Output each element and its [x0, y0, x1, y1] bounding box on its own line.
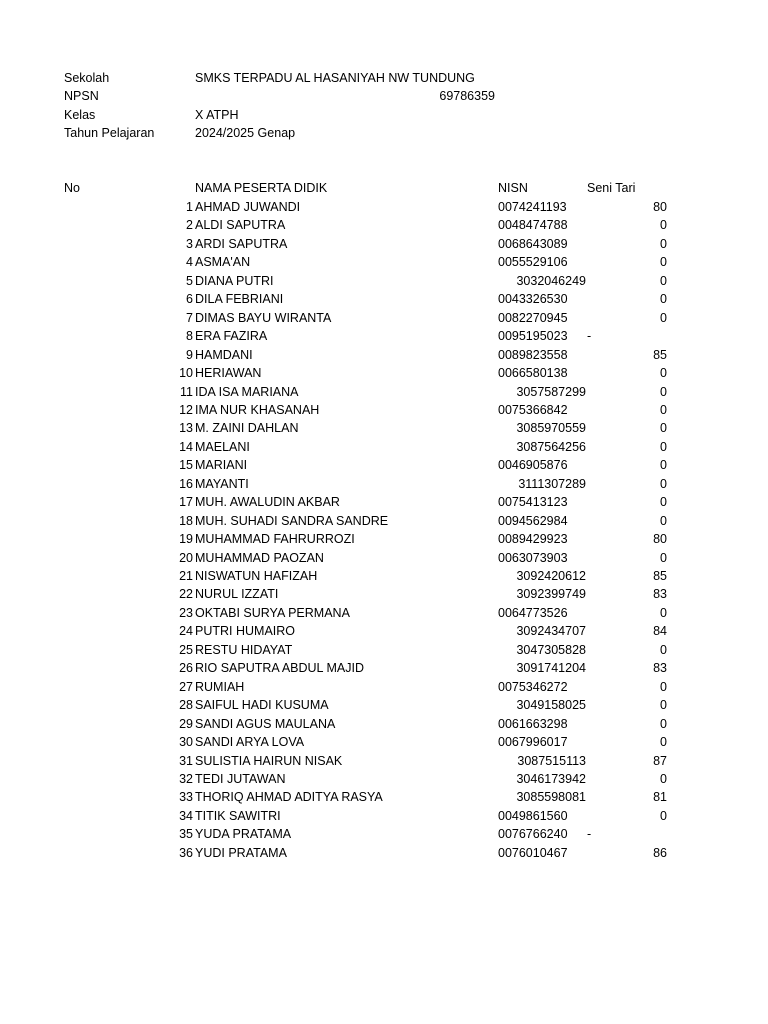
- table-row: [0, 456, 768, 474]
- row-number: 20: [179, 550, 193, 565]
- student-name: ARDI SAPUTRA: [195, 236, 288, 251]
- seni-tari-score: 0: [660, 439, 667, 454]
- student-nisn: 0076766240: [498, 827, 568, 842]
- row-number: 23: [179, 605, 193, 620]
- student-nisn: 0066580138: [498, 366, 568, 381]
- student-name: SAIFUL HADI KUSUMA: [195, 698, 329, 713]
- seni-tari-score: -: [587, 827, 592, 842]
- table-row: [0, 493, 768, 511]
- column-header-name: NAMA PESERTA DIDIK: [195, 181, 328, 195]
- row-number: 34: [179, 808, 193, 823]
- seni-tari-score: 80: [653, 200, 667, 214]
- student-nisn: 0089823558: [498, 347, 568, 362]
- student-nisn: 0094562984: [498, 513, 568, 528]
- seni-tari-score: 0: [660, 642, 667, 657]
- table-row: [0, 752, 768, 770]
- column-header-seni-tari: Seni Tari: [587, 181, 636, 195]
- seni-tari-score: 0: [660, 421, 667, 436]
- table-row: [0, 696, 768, 714]
- table-row: [0, 807, 768, 825]
- row-number: 36: [179, 845, 193, 860]
- table-row: [0, 567, 768, 585]
- row-number: 19: [179, 532, 193, 547]
- student-name: MUHAMMAD FAHRURROZI: [195, 532, 355, 547]
- table-row: [0, 438, 768, 456]
- student-nisn: 0055529106: [498, 255, 568, 270]
- seni-tari-score: 0: [660, 808, 667, 823]
- student-nisn: 0063073903: [498, 550, 568, 565]
- row-number: 26: [179, 661, 193, 676]
- column-header-nisn: NISN: [498, 181, 528, 195]
- class-value: X ATPH: [195, 108, 239, 122]
- student-nisn: 3111307289: [518, 476, 586, 491]
- student-name: OKTABI SURYA PERMANA: [195, 605, 350, 620]
- student-nisn: 0074241193: [498, 200, 567, 214]
- student-name: MARIANI: [195, 458, 248, 473]
- row-number: 8: [186, 329, 193, 344]
- student-name: ASMA'AN: [195, 255, 251, 270]
- row-number: 30: [179, 735, 193, 750]
- seni-tari-score: 0: [660, 716, 667, 731]
- student-nisn: 0076010467: [498, 845, 568, 860]
- class-label: Kelas: [64, 108, 96, 122]
- seni-tari-score: 83: [653, 661, 667, 676]
- row-number: 7: [186, 310, 193, 325]
- seni-tari-score: 0: [660, 273, 667, 288]
- student-nisn: 3087515113: [517, 753, 586, 768]
- row-number: 13: [179, 421, 193, 436]
- row-number: 32: [179, 771, 193, 786]
- row-number: 21: [179, 569, 193, 583]
- table-row: [0, 844, 768, 862]
- table-row: [0, 659, 768, 677]
- row-number: 33: [179, 790, 193, 805]
- student-name: DILA FEBRIANI: [195, 292, 284, 307]
- table-row: [0, 290, 768, 308]
- seni-tari-score: 0: [660, 255, 667, 270]
- student-name: SULISTIA HAIRUN NISAK: [195, 753, 343, 768]
- student-nisn: 0095195023: [498, 329, 568, 344]
- row-number: 17: [179, 495, 193, 510]
- seni-tari-score: 0: [660, 735, 667, 750]
- table-row: [0, 309, 768, 327]
- row-number: 15: [179, 458, 193, 473]
- row-number: 1: [186, 200, 193, 214]
- table-row: [0, 678, 768, 696]
- student-name: MUH. AWALUDIN AKBAR: [195, 495, 340, 510]
- seni-tari-score: 0: [660, 550, 667, 565]
- student-nisn: 3085598081: [516, 790, 586, 805]
- school-value: SMKS TERPADU AL HASANIYAH NW TUNDUNG: [195, 71, 475, 85]
- row-number: 22: [179, 587, 193, 602]
- table-row: [0, 198, 768, 216]
- student-name: RIO SAPUTRA ABDUL MAJID: [195, 661, 365, 676]
- row-number: 35: [179, 827, 193, 842]
- row-number: 10: [179, 366, 193, 381]
- student-nisn: 0061663298: [498, 716, 568, 731]
- student-nisn: 3085970559: [516, 421, 586, 436]
- row-number: 6: [186, 292, 193, 307]
- npsn-label: NPSN: [64, 89, 99, 103]
- npsn-value: 69786359: [439, 89, 495, 103]
- student-name: TITIK SAWITRI: [195, 808, 281, 823]
- seni-tari-score: 0: [660, 495, 667, 510]
- row-number: 28: [179, 698, 193, 713]
- student-name: PUTRI HUMAIRO: [195, 624, 295, 639]
- table-row: [0, 364, 768, 382]
- row-number: 3: [186, 236, 193, 251]
- row-number: 9: [186, 347, 193, 362]
- row-number: 25: [179, 642, 193, 657]
- seni-tari-score: 0: [660, 402, 667, 417]
- seni-tari-score: 0: [660, 384, 667, 399]
- student-name: THORIQ AHMAD ADITYA RASYA: [195, 790, 383, 805]
- student-name: YUDA PRATAMA: [195, 827, 292, 842]
- seni-tari-score: 0: [660, 679, 667, 694]
- student-name: ERA FAZIRA: [195, 329, 268, 344]
- year-label: Tahun Pelajaran: [64, 126, 155, 140]
- student-nisn: 3049158025: [516, 698, 586, 713]
- student-name: MAELANI: [195, 439, 250, 454]
- student-nisn: 0043326530: [498, 292, 568, 307]
- student-name: MUHAMMAD PAOZAN: [195, 550, 324, 565]
- seni-tari-score: 84: [653, 624, 667, 639]
- student-nisn: 3032046249: [516, 273, 586, 288]
- student-name: TEDI JUTAWAN: [195, 771, 286, 786]
- seni-tari-score: 83: [653, 587, 667, 602]
- student-nisn: 0049861560: [498, 808, 568, 823]
- school-label: Sekolah: [64, 71, 110, 85]
- seni-tari-score: 0: [660, 310, 667, 325]
- student-nisn: 3046173942: [516, 771, 586, 786]
- student-name: IDA ISA MARIANA: [195, 384, 299, 399]
- student-nisn: 3091741204: [516, 661, 586, 676]
- student-nisn: 0075346272: [498, 679, 568, 694]
- row-number: 29: [179, 716, 193, 731]
- seni-tari-score: 0: [660, 218, 667, 233]
- student-name: NISWATUN HAFIZAH: [195, 569, 318, 583]
- row-number: 11: [180, 384, 193, 399]
- row-number: 4: [186, 255, 193, 270]
- table-row: [0, 475, 768, 493]
- student-nisn: 0067996017: [498, 735, 568, 750]
- seni-tari-score: 87: [653, 753, 667, 768]
- row-number: 24: [179, 624, 193, 639]
- table-row: [0, 770, 768, 788]
- student-name: SANDI AGUS MAULANA: [195, 716, 336, 731]
- student-name: AHMAD JUWANDI: [195, 200, 301, 214]
- table-row: [0, 715, 768, 733]
- student-name: HERIAWAN: [195, 366, 262, 381]
- student-nisn: 0075413123: [498, 495, 568, 510]
- student-name: NURUL IZZATI: [195, 587, 279, 602]
- student-name: RESTU HIDAYAT: [195, 642, 293, 657]
- student-nisn: 0064773526: [498, 605, 568, 620]
- student-nisn: 0075366842: [498, 402, 568, 417]
- seni-tari-score: 0: [660, 458, 667, 473]
- table-row: [0, 549, 768, 567]
- student-nisn: 0089429923: [498, 532, 568, 547]
- seni-tari-score: 0: [660, 771, 667, 786]
- row-number: 18: [179, 513, 193, 528]
- table-row: [0, 622, 768, 640]
- row-number: 27: [179, 679, 193, 694]
- seni-tari-score: 85: [653, 347, 667, 362]
- seni-tari-score: -: [587, 329, 592, 344]
- seni-tari-score: 81: [653, 790, 667, 805]
- table-row: [0, 788, 768, 806]
- table-row: [0, 235, 768, 253]
- table-row: [0, 272, 768, 290]
- column-header-no: No: [64, 181, 80, 195]
- seni-tari-score: 0: [660, 698, 667, 713]
- seni-tari-score: 0: [660, 476, 667, 491]
- student-nisn: 0048474788: [498, 218, 568, 233]
- seni-tari-score: 80: [653, 532, 667, 547]
- table-row: [0, 216, 768, 234]
- student-name: YUDI PRATAMA: [195, 845, 287, 860]
- table-row: [0, 401, 768, 419]
- seni-tari-score: 0: [660, 605, 667, 620]
- row-number: 16: [179, 476, 193, 491]
- student-name: MAYANTI: [195, 476, 249, 491]
- row-number: 2: [186, 218, 193, 233]
- table-row: [0, 585, 768, 603]
- row-number: 5: [186, 273, 193, 288]
- student-name: RUMIAH: [195, 679, 245, 694]
- table-row: [0, 346, 768, 364]
- seni-tari-score: 0: [660, 513, 667, 528]
- student-nisn: 0068643089: [498, 236, 568, 251]
- table-row: [0, 512, 768, 530]
- student-name: M. ZAINI DAHLAN: [195, 421, 299, 436]
- table-row: [0, 604, 768, 622]
- student-nisn: 3092434707: [516, 624, 586, 639]
- table-row: [0, 253, 768, 271]
- row-number: 31: [179, 753, 193, 768]
- student-nisn: 0082270945: [498, 310, 568, 325]
- table-row: [0, 419, 768, 437]
- student-nisn: 3057587299: [516, 384, 586, 399]
- table-row: [0, 641, 768, 659]
- student-nisn: 3047305828: [516, 642, 586, 657]
- student-name: DIANA PUTRI: [195, 273, 274, 288]
- seni-tari-score: 0: [660, 292, 667, 307]
- seni-tari-score: 0: [660, 236, 667, 251]
- student-nisn: 3092399749: [516, 587, 586, 602]
- student-name: HAMDANI: [195, 347, 253, 362]
- row-number: 14: [179, 439, 193, 454]
- student-name: MUH. SUHADI SANDRA SANDRE: [195, 513, 389, 528]
- table-row: [0, 825, 768, 843]
- student-nisn: 3092420612: [516, 569, 586, 583]
- seni-tari-score: 86: [653, 845, 667, 860]
- student-nisn: 0046905876: [498, 458, 568, 473]
- student-name: IMA NUR KHASANAH: [195, 402, 320, 417]
- student-name: SANDI ARYA LOVA: [195, 735, 305, 750]
- seni-tari-score: 85: [653, 569, 667, 583]
- student-name: DIMAS BAYU WIRANTA: [195, 310, 332, 325]
- year-value: 2024/2025 Genap: [195, 126, 296, 140]
- table-row: [0, 327, 768, 345]
- table-row: [0, 733, 768, 751]
- student-nisn: 3087564256: [516, 439, 586, 454]
- seni-tari-score: 0: [660, 366, 667, 381]
- row-number: 12: [179, 402, 193, 417]
- table-row: [0, 530, 768, 548]
- table-row: [0, 383, 768, 401]
- student-name: ALDI SAPUTRA: [195, 218, 286, 233]
